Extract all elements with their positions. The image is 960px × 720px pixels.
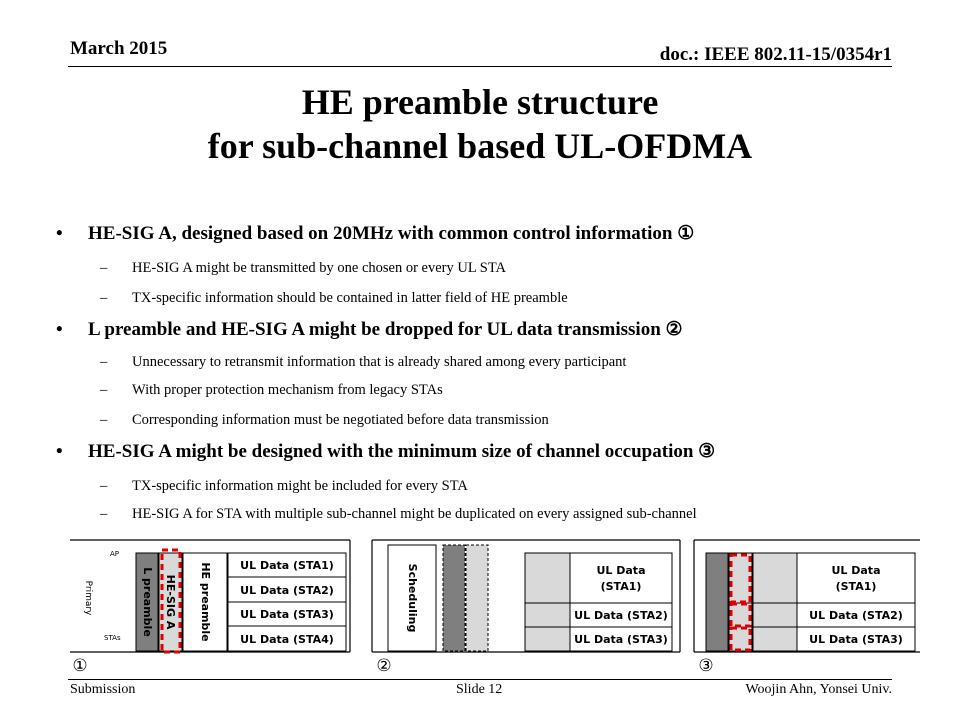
bullet-1: • HE-SIG A, designed based on 20MHz with common control information ① <box>56 223 695 244</box>
stas-label: STAs <box>104 634 121 642</box>
ul-data-sta3: UL Data (STA3) <box>809 633 903 646</box>
he-sig-a-label: HE-SIG A <box>164 574 177 630</box>
diagram-3-number: ③ <box>698 656 714 676</box>
ul-data-sta1-line1: UL Data <box>596 564 646 577</box>
ul-data-sta2: UL Data (STA2) <box>240 584 334 597</box>
footer-author: Woojin Ahn, Yonsei Univ. <box>745 682 892 697</box>
diagram-2-number: ② <box>376 656 392 676</box>
title-line-2: for sub-channel based UL-OFDMA <box>207 126 753 166</box>
dropped-he-sig-a-block <box>466 545 488 651</box>
bullet-1-sub-2: – TX-specific information should be contained in latter field of HE preamble <box>100 290 568 306</box>
header-divider <box>68 66 892 67</box>
he-preamble-block <box>525 553 570 651</box>
scheduling-label: Scheduling <box>406 563 419 633</box>
bullet-2-sub-2: – With proper protection mechanism from legacy STAs <box>100 382 443 398</box>
preamble-diagrams <box>0 530 960 680</box>
diagram-1-number: ① <box>72 656 88 676</box>
header-date: March 2015 <box>70 38 168 59</box>
slide-title <box>60 80 900 168</box>
ul-data-row <box>570 553 672 603</box>
bullet-3-sub-1: – TX-specific information might be included for every STA <box>100 478 468 494</box>
ul-data-sta2: UL Data (STA2) <box>574 609 668 622</box>
ul-data-sta2: UL Data (STA2) <box>809 609 903 622</box>
ul-data-sta1-line2: (STA1) <box>835 580 877 593</box>
ul-data-sta1-line2: (STA1) <box>600 580 642 593</box>
primary-label: Primary <box>83 580 93 616</box>
ul-data-sta3: UL Data (STA3) <box>574 633 668 646</box>
ul-data-sta3: UL Data (STA3) <box>240 608 334 621</box>
l-preamble-label: L preamble <box>141 567 154 637</box>
header-doc-number: doc.: IEEE 802.11-15/0354r1 <box>659 44 892 65</box>
footer-submission: Submission <box>70 682 136 697</box>
ap-label: AP <box>110 550 120 558</box>
ul-data-sta4: UL Data (STA4) <box>240 633 334 646</box>
ul-data-sta1-line1: UL Data <box>831 564 881 577</box>
bullet-2-sub-3: – Corresponding information must be negotiated before data transmission <box>100 412 549 428</box>
title-line-1: HE preamble structure <box>301 82 659 122</box>
diagram-1 <box>70 540 350 676</box>
bullet-1-sub-1: – HE-SIG A might be transmitted by one chosen or every UL STA <box>100 260 507 276</box>
bullet-2: • L preamble and HE-SIG A might be dropped for UL data transmission ② <box>56 319 683 340</box>
bullet-3-sub-2: – HE-SIG A for STA with multiple sub-channel might be duplicated on every assigned sub-channel <box>100 506 697 522</box>
footer-slide-number: Slide 12 <box>456 682 503 697</box>
dropped-l-preamble-block <box>443 545 465 651</box>
he-preamble-block <box>753 553 797 651</box>
diagram-3 <box>694 540 920 676</box>
he-preamble-label: HE preamble <box>199 562 212 642</box>
l-preamble-block <box>706 553 728 651</box>
footer-divider <box>68 679 892 680</box>
diagram-2 <box>372 540 680 676</box>
bullet-2-sub-1: – Unnecessary to retransmit information that is already shared among every participant <box>100 354 627 370</box>
bullet-3: • HE-SIG A might be designed with the minimum size of channel occupation ③ <box>56 441 716 462</box>
ul-data-row <box>797 553 915 603</box>
ul-data-sta1: UL Data (STA1) <box>240 559 334 572</box>
